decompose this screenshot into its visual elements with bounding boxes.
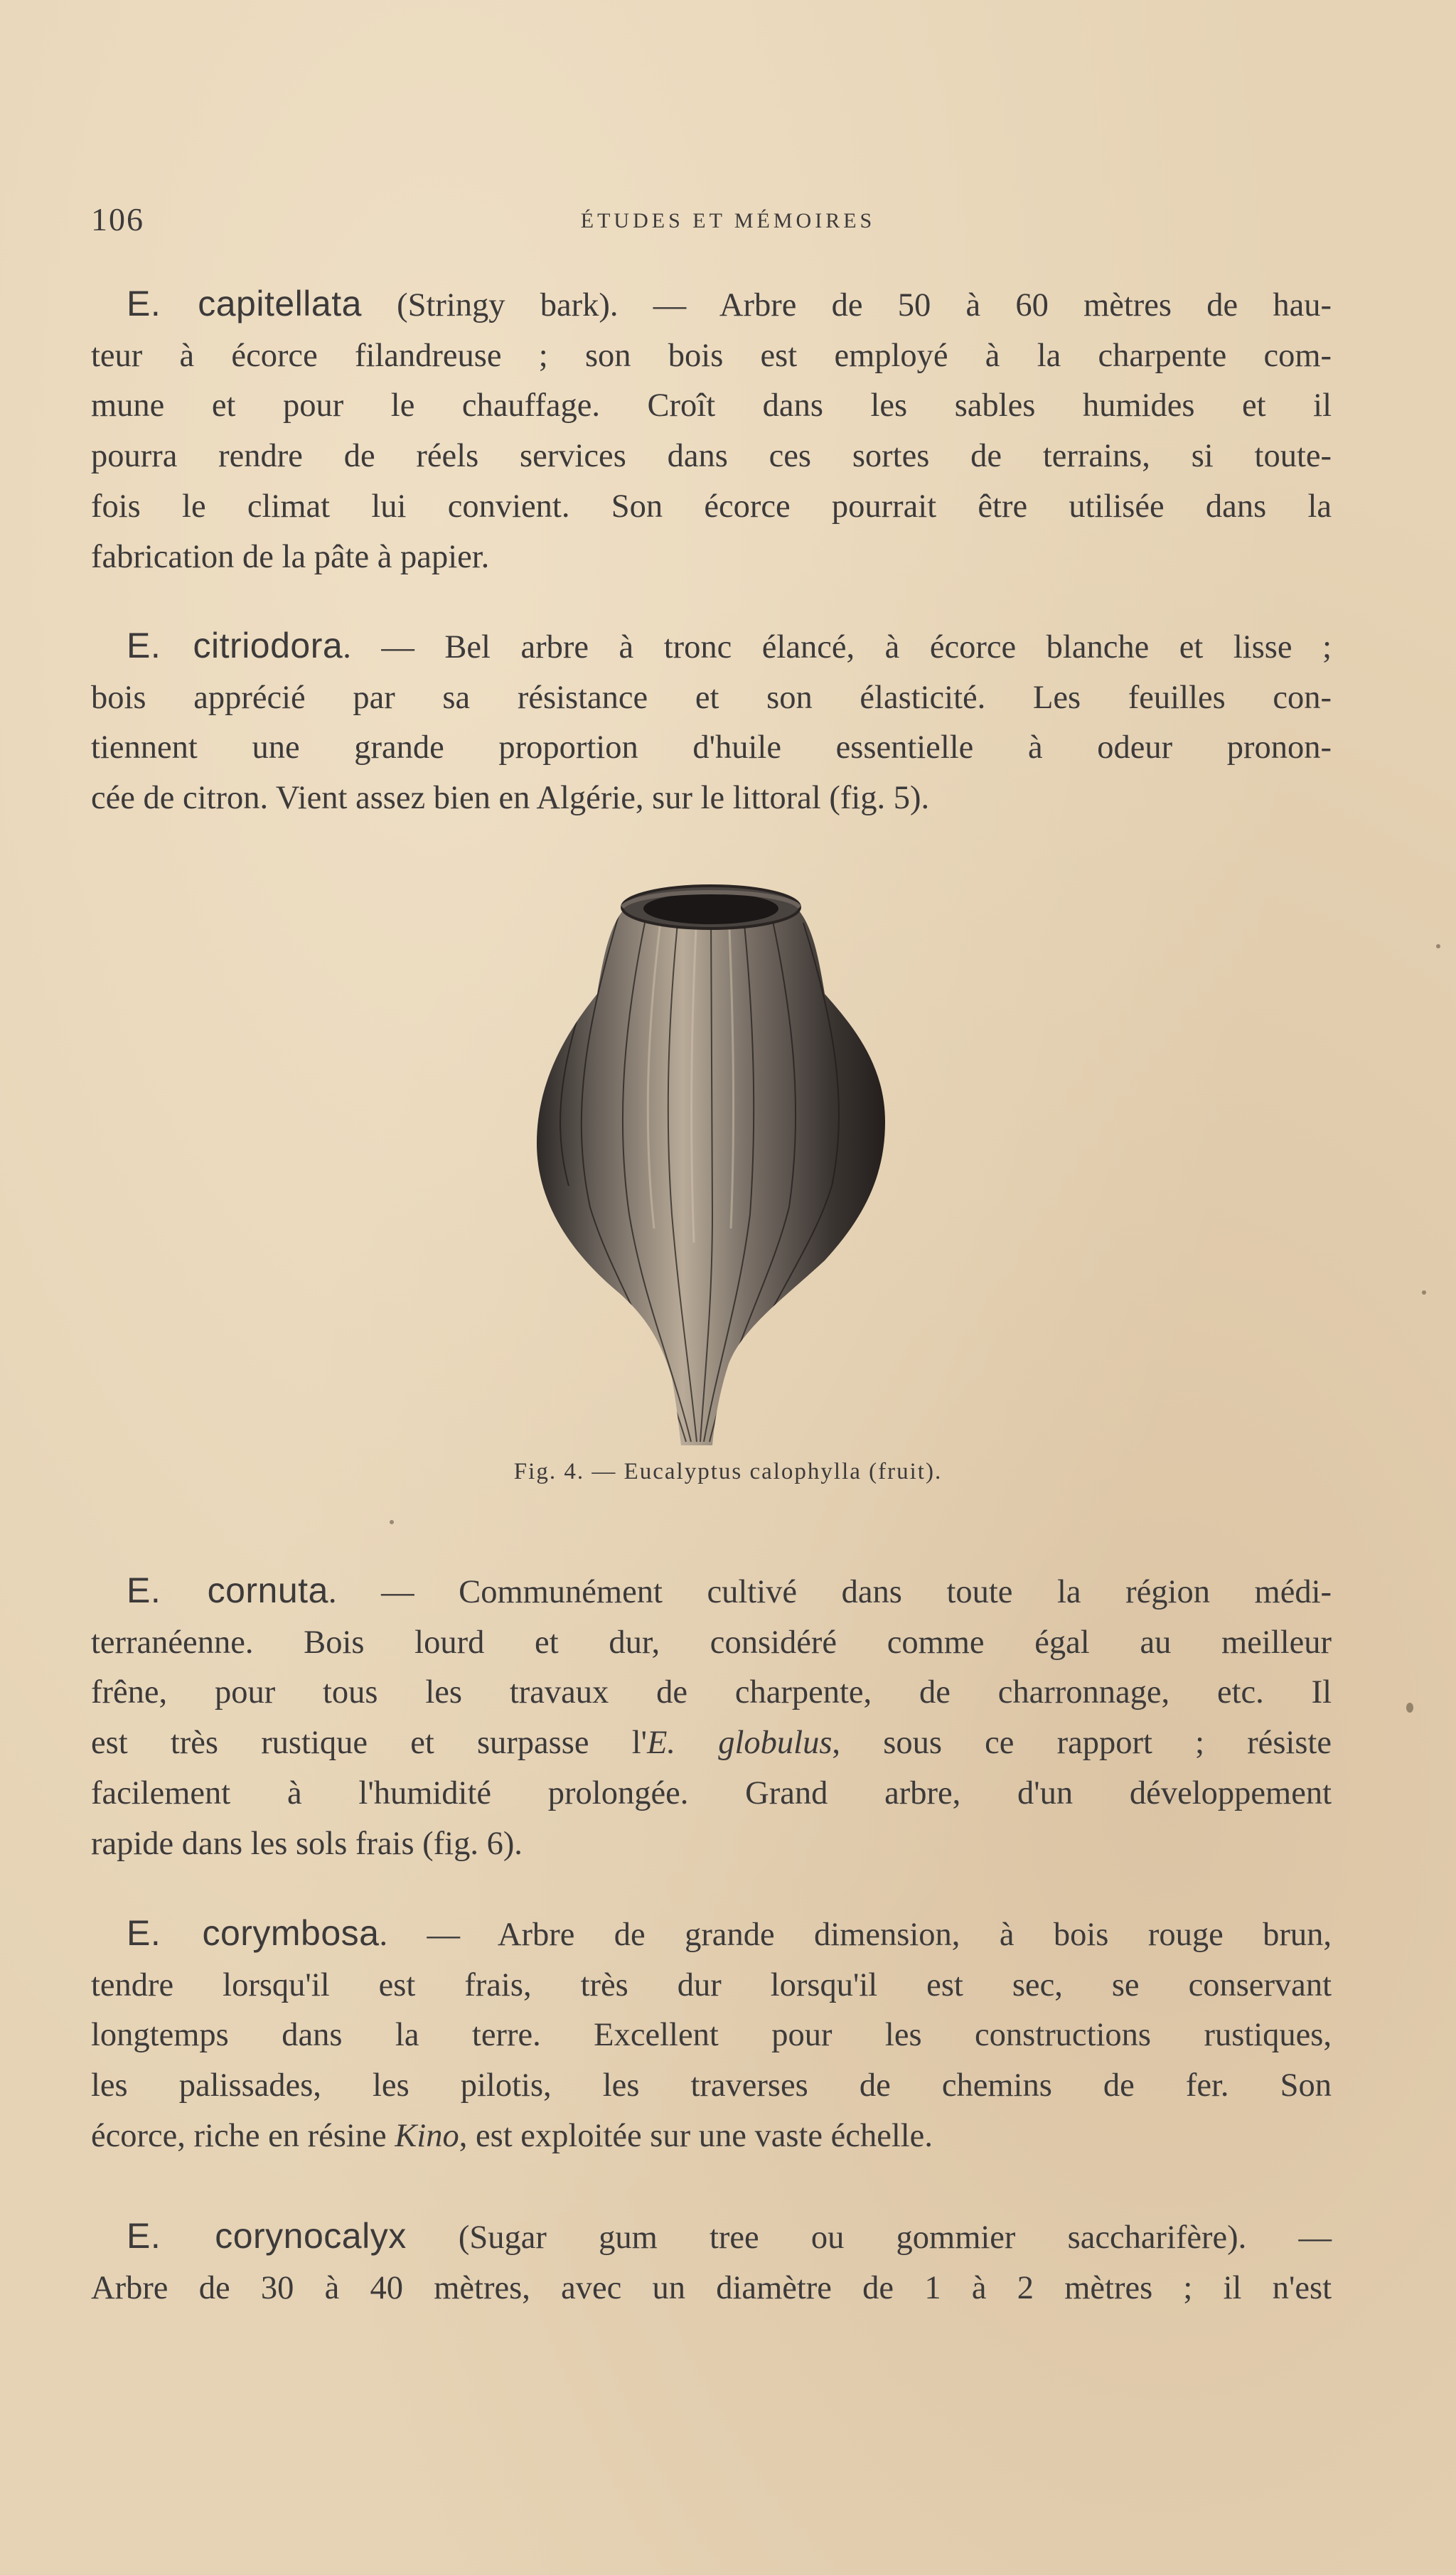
entry-line: teur à écorce filandreuse ; son bois est employé à la charpente com- [91,337,1332,374]
paper-speck [1422,1290,1426,1295]
eucalyptus-fruit-illustration [526,873,896,1456]
entry-line: tiennent une grande proportion d'huile essentielle à odeur pronon- [91,729,1332,766]
paper-speck [1436,944,1440,948]
species-name: E. citriodora [127,626,343,665]
entry-line: E. capitellata (Stringy bark). — Arbre de 50 à 60 mètres de hau- [127,284,1332,323]
entry-line: les palissades, les pilotis, les traverses de chemins de fer. Son [91,2067,1332,2104]
entry-line: fabrication de la pâte à papier. [91,538,490,575]
entry-line: écorce, riche en résine Kino, est exploitée sur une vaste échelle. [91,2117,933,2154]
entry-line: terranéenne. Bois lourd et dur, considéré comme égal au meilleur [91,1624,1332,1661]
species-name: E. capitellata [127,284,362,323]
entry-line: bois apprécié par sa résistance et son élasticité. Les feuilles con- [91,679,1332,716]
entry-cornuta [91,1565,1332,1869]
page-number: 106 [91,201,144,237]
entry-citriodora [91,621,1332,824]
species-name: E. corymbosa [127,1913,380,1953]
entry-line: mune et pour le chauffage. Croît dans les sables humides et il [91,387,1332,424]
paper-speck [1406,1703,1413,1713]
entry-line: longtemps dans la terre. Excellent pour les constructions rustiques, [91,2017,1332,2054]
species-name: E. cornuta [127,1570,328,1610]
entry-line: facilement à l'humidité prolongée. Grand arbre, d'un développement [91,1774,1332,1811]
entry-line: Arbre de 30 à 40 mètres, avec un diamètre de 1 à 2 mètres ; il n'est [91,2269,1332,2306]
entry-line: E. citriodora. — Bel arbre à tronc élancé, à écorce blanche et lisse ; [127,626,1332,665]
italic-term: Kino [395,2117,459,2154]
entry-line: E. corymbosa. — Arbre de grande dimension, à bois rouge brun, [127,1913,1332,1953]
italic-species: E. globulus [647,1725,833,1762]
entry-line: frêne, pour tous les travaux de charpente, de charronnage, etc. Il [91,1674,1332,1711]
species-name: E. corynocalyx [127,2216,407,2256]
entry-line: cée de citron. Vient assez bien en Algérie, sur le littoral (fig. 5). [91,780,930,817]
entry-line: E. corynocalyx (Sugar gum tree ou gommier saccharifère). — [127,2216,1332,2256]
entry-line: fois le climat lui convient. Son écorce pourrait être utilisée dans la [91,488,1332,525]
entry-line: E. cornuta. — Communément cultivé dans toute la région médi- [127,1570,1332,1610]
running-head [0,200,1456,243]
entry-line: tendre lorsqu'il est frais, très dur lorsqu'il est sec, se conservant [91,1966,1332,2003]
entry-line: est très rustique et surpasse l'E. globulus, sous ce rapport ; résiste [91,1725,1332,1762]
entry-line: rapide dans les sols frais (fig. 6). [91,1825,523,1862]
entry-capitellata [91,279,1332,582]
running-title: ÉTUDES ET MÉMOIRES [580,209,876,232]
paper-speck [390,1520,394,1524]
entry-corymbosa [91,1908,1332,2162]
entry-line: pourra rendre de réels services dans ces sortes de terrains, si toute- [91,438,1332,475]
figure-caption: Fig. 4. — Eucalyptus calophylla (fruit). [513,1459,943,1484]
entry-corynocalyx [91,2211,1332,2313]
